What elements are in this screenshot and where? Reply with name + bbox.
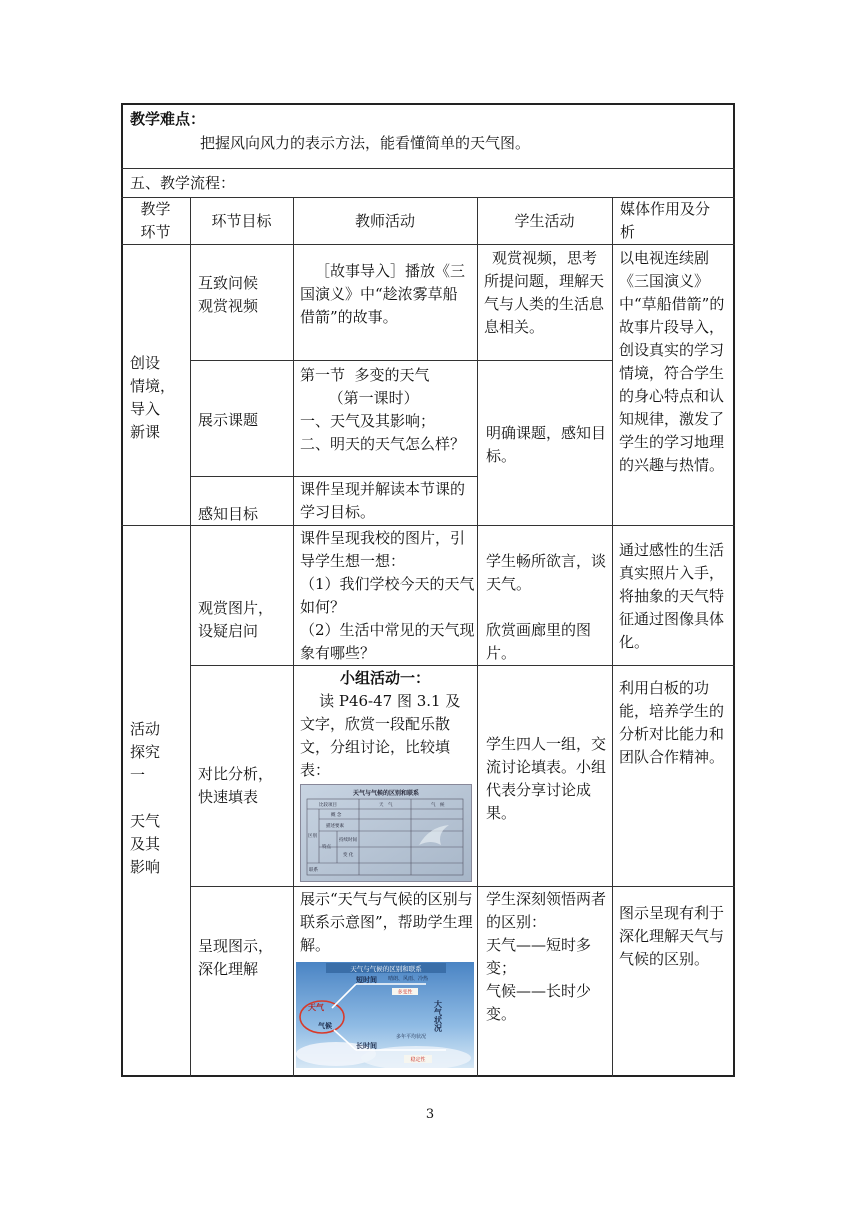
student-diagram: 学生深刻领悟两者的区别： 天气——短时多变； 气候——长时少变。 (486, 890, 607, 1023)
col-divider (612, 197, 613, 1077)
diagram-title: 天气与气候的区别和联系 (350, 965, 422, 973)
media-intro: 以电视连续剧《三国演义》中“草船借箭”的故事片段导入，创设真实的学习情境，符合学生的身心特点和认知规律，激发了学生的学习地理的兴趣与热情。 (619, 249, 725, 474)
header-stage: 教学 环节 (140, 200, 171, 241)
flow-title: 五、教学流程： (130, 174, 236, 192)
row-divider (190, 360, 612, 361)
row-divider (121, 168, 735, 169)
table-image-col-1: 天 气 (379, 803, 393, 808)
teacher-activity-title: 小组活动一： (339, 669, 430, 687)
goal-photos: 观赏图片， 设疑启问 (198, 599, 274, 640)
table-image-title: 天气与气候的区别和联系 (352, 790, 420, 797)
diagram-examples: 晴朗、风雨、冷热 (388, 976, 429, 982)
media-compare: 利用白板的功能，培养学生的分析对比能力和团队合作精神。 (619, 679, 725, 766)
diagram-average: 多年平均状况 (396, 1034, 427, 1040)
table-image-row-3: 变 化 (343, 853, 354, 858)
table-image-left-0: 区别 (308, 834, 317, 839)
teacher-compare: 读 P46-47 图 3.1 及文字，欣赏一段配乐散文，分组讨论，比较填表： (300, 692, 461, 779)
header-teacher: 教师活动 (354, 212, 415, 230)
header-student: 学生活动 (514, 212, 575, 230)
difficulty-text: 把握风向风力的表示方法，能看懂简单的天气图。 (200, 134, 531, 152)
teacher-aim: 课件呈现并解读本节课的学习目标。 (300, 480, 466, 521)
student-video: 观赏视频，思考所提问题，理解天气与人类的生活息息相关。 (484, 249, 605, 336)
table-image-col-0: 比较项目 (319, 803, 337, 808)
goal-diagram: 呈现图示， 深化理解 (198, 937, 274, 978)
student-compare: 学生四人一组，交流讨论填表。小组代表分享讨论成果。 (486, 735, 607, 822)
stage-explore: 活动 探究 一 天气 及其 影响 (130, 720, 161, 876)
difficulty-title: 教学难点： (130, 110, 206, 128)
student-topic: 明确课题，感知目标。 (486, 424, 607, 465)
page-number: 3 (425, 1107, 435, 1122)
teacher-photos: 课件呈现我校的图片，引导学生想一想： （1）我们学校今天的天气如何？ （2）生活中常见的天气现象有哪些？ (300, 529, 475, 662)
media-photos: 通过感性的生活真实照片入手，将抽象的天气特征通过图像具体化。 (619, 541, 725, 651)
weather-climate-diagram (296, 962, 474, 1068)
header-media: 媒体作用及分 析 (620, 200, 711, 241)
diagram-short-time: 短时间 (356, 976, 377, 984)
goal-aim: 感知目标 (198, 505, 259, 523)
row-divider (121, 244, 735, 245)
table-image-left-1: 特点 (322, 845, 331, 850)
comparison-table-image (300, 784, 472, 882)
table-image-col-2: 气 候 (431, 803, 445, 808)
teacher-story: ［故事导入］播放《三国演义》中“趁浓雾草船借箭”的故事。 (300, 262, 466, 326)
diagram-weather: 天气 (308, 1003, 324, 1012)
table-image-row-0: 概 念 (331, 813, 342, 818)
row-divider (190, 476, 478, 477)
goal-greeting: 互致问候 观赏视频 (198, 274, 259, 315)
student-photos: 学生畅所欲言，谈天气。 欣赏画廊里的图片。 (486, 552, 607, 662)
teacher-diagram: 展示“天气与气候的区别与联系示意图”，帮助学生理解。 (300, 890, 473, 954)
goal-compare: 对比分析， 快速填表 (198, 765, 274, 806)
stage-intro: 创设 情境， 导入 新课 (130, 354, 176, 441)
table-image-left-2: 联系 (309, 868, 318, 873)
media-diagram: 图示呈现有利于深化理解天气与气候的区别。 (619, 904, 725, 968)
row-divider (190, 665, 735, 666)
row-divider (190, 886, 735, 887)
diagram-variable: 多变性 (397, 989, 413, 996)
goal-topic: 展示课题 (198, 411, 259, 429)
table-image-row-1: 描述要素 (326, 824, 344, 829)
diagram-stable: 稳定性 (410, 1057, 426, 1063)
col-divider (293, 197, 294, 1077)
diagram-state: 大气状况 (433, 1000, 443, 1032)
teacher-topic: 第一节 多变的天气 （第一课时） 一、天气及其影响； 二、明天的天气怎么样？ (300, 366, 466, 453)
diagram-climate: 气候 (318, 1022, 332, 1030)
diagram-long-time: 长时间 (356, 1042, 377, 1050)
col-divider (477, 197, 478, 1077)
table-image-row-2: 持续时间 (339, 838, 357, 843)
col-divider (190, 197, 191, 1077)
header-goal: 环节目标 (211, 212, 272, 230)
